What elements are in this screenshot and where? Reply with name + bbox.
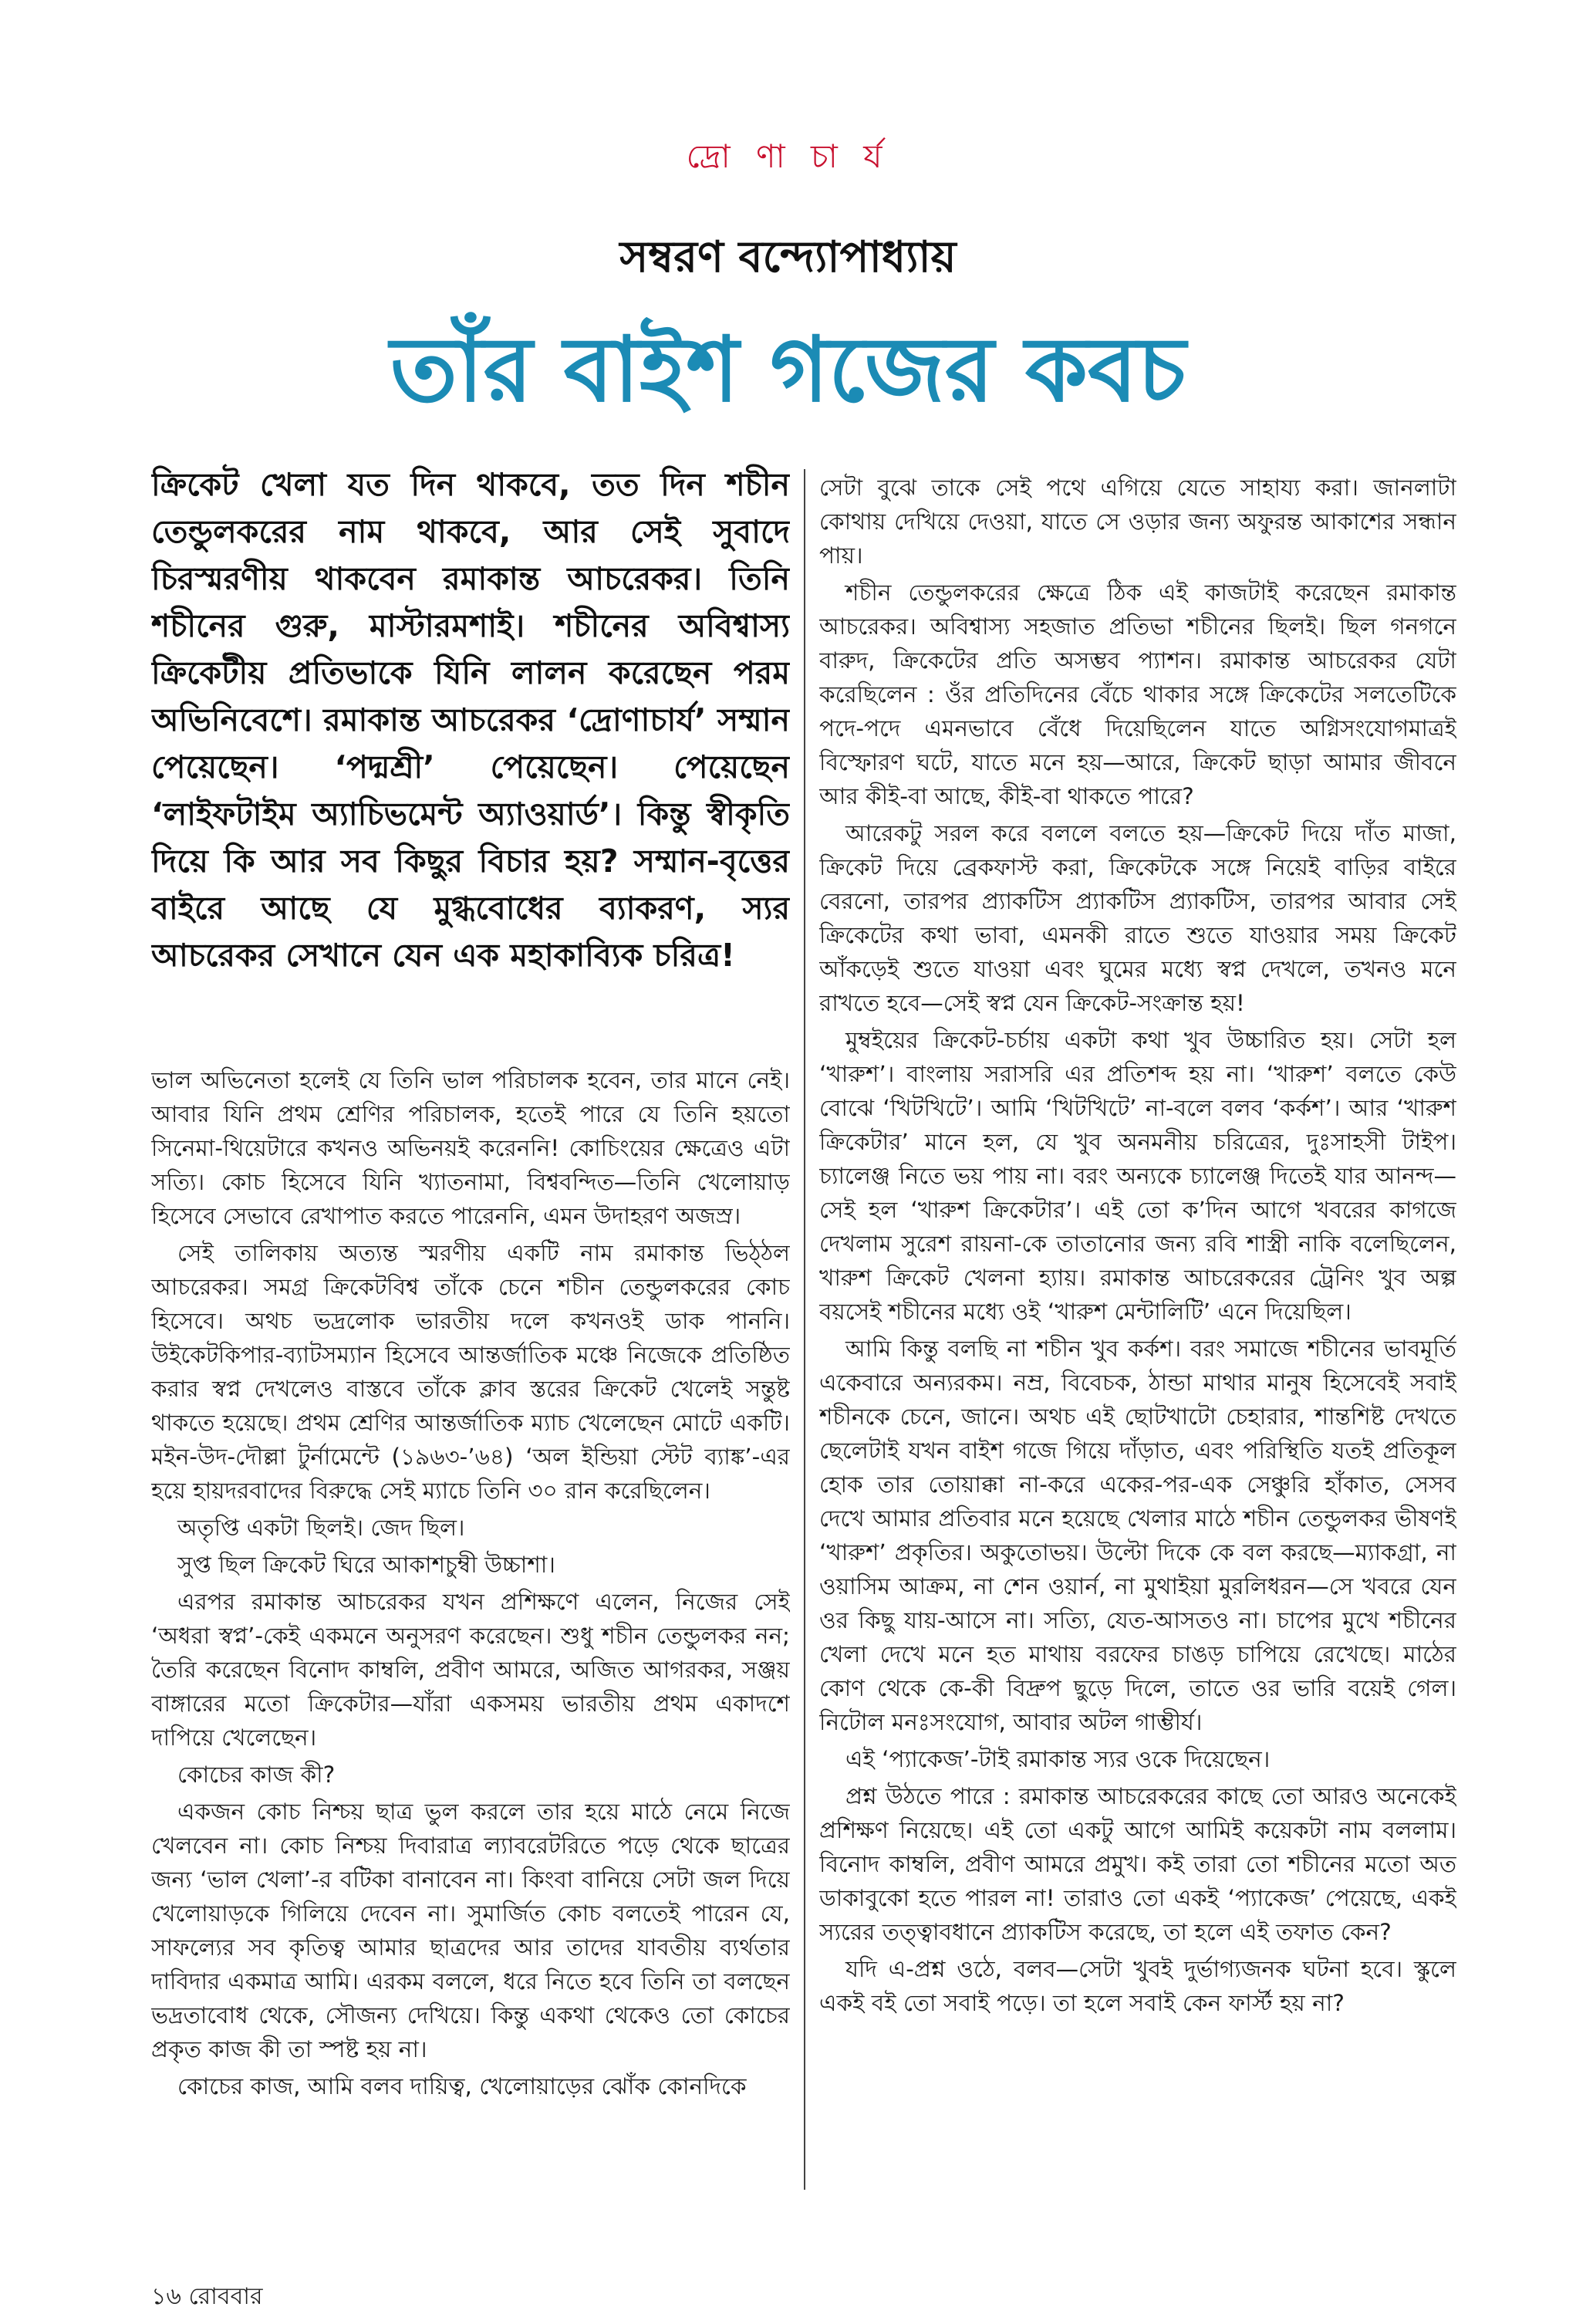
body-paragraph: এই ‘প্যাকেজ’-টাই রমাকান্ত স্যর ওকে দিয়েছেন।: [845, 1746, 1271, 1772]
body-paragraph: ভাল অভিনেতা হলেই যে তিনি ভাল পরিচালক হবেন, তার মানে নেই। আবার যিনি প্রথম শ্রেণির পরিচালক, হতেই পারে যে তিনি হয়তো সিনেমা-থিয়েটারে কখনও অভিনয়ই করেননি! কোচিংয়ের ক্ষেত্রেও এটা সত্যি। কোচ হিসেবে যিনি খ্যাতনামা, বিশ্ববন্দিত—তিনি খেলোয়াড় হিসেবে সেভাবে রেখাপাত করতে পারেননি, এমন উদাহরণ অজস্র।: [151, 1067, 790, 1229]
body-paragraph: আমি কিন্তু বলছি না শচীন খুব কর্কশ। বরং সমাজে শচীনের ভাবমূর্তি একেবারে অন্যরকম। নম্র, বিবেচক, ঠান্ডা মাথার মানুষ হিসেবেই সবাই শচীনকে চেনে, জানে। অথচ এই ছোটখাটো চেহারার, শান্তশিষ্ট দেখতে ছেলেটাই যখন বাইশ গজে গিয়ে দাঁড়াত, এবং পরিস্থিতি যতই প্রতিকূল হোক তার তোয়াক্কা না-করে একের-পর-এক সেঞ্চুরি হাঁকাত, সেসব দেখে আমার প্রতিবার মনে হয়েছে খেলার মাঠে শচীন তেন্ডুলকর ভীষণই ‘খারুশ’ প্রকৃতির। অকুতোভয়। উল্টো দিকে কে বল করছে—ম্যাকগ্রা, না ওয়াসিম আক্রম, না শেন ওয়ার্ন, না মুথাইয়া মুরলিধরন—সে খবরে যেন ওর কিছু যায়-আসে না। সত্যি, যেত-আসতও না। চাপের মুখে শচীনের খেলা দেখে মনে হত মাথায় বরফের চাঙড় চাপিয়ে রেখেছে। মাঠের কোণ থেকে কে-কী বিদ্রুপ ছুড়ে দিলে, তাতে ওর ভারি বয়েই গেল। নিটোল মনঃসংযোগ, আবার অটল গাম্ভীর্য।: [819, 1336, 1456, 1735]
body-paragraph: যদি এ-প্রশ্ন ওঠে, বলব—সেটা খুবই দুর্ভাগ্যজনক ঘটনা হবে। স্কুলে একই বই তো সবাই পড়ে। তা হলে সবাই কেন ফার্স্ট হয় না?: [819, 1956, 1456, 2016]
column-divider: [804, 469, 805, 2190]
body-paragraph: সেই তালিকায় অত্যন্ত স্মরণীয় একটি নাম রমাকান্ত ভিঠ্‌ঠল আচরেকর। সমগ্র ক্রিকেটবিশ্ব তাঁকে চেনে শচীন তেন্ডুলকরের কোচ হিসেবে। অথচ ভদ্রলোক ভারতীয় দলে কখনওই ডাক পাননি। উইকেটকিপার-ব্যাটসম্যান হিসেবে আন্তর্জাতিক মঞ্চে নিজেকে প্রতিষ্ঠিত করার স্বপ্ন দেখলেও বাস্তবে তাঁকে ক্লাব স্তরের ক্রিকেট খেলেই সন্তুষ্ট থাকতে হয়েছে। প্রথম শ্রেণির আন্তর্জাতিক ম্যাচ খেলেছেন মোটে একটি। মইন-উদ-দৌল্লা টুর্নামেন্টে (১৯৬৩-’৬৪) ‘অল ইন্ডিয়া স্টেট ব্যাঙ্ক’-এর হয়ে হায়দরবাদের বিরুদ্ধে সেই ম্যাচে তিনি ৩০ রান করেছিলেন।: [151, 1240, 790, 1504]
section-label: দ্রো ণা চা র্য: [686, 137, 890, 175]
left-body-column: [151, 1063, 790, 2182]
body-paragraph: মুম্বইয়ের ক্রিকেট-চর্চায় একটা কথা খুব উচ্চারিত হয়। সেটা হল ‘খারুশ’। বাংলায় সরাসরি এর প্রতিশব্দ হয় না। ‘খারুশ’ বলতে কেউ বোঝে ‘খিটখিটে’। আমি ‘খিটখিটে’ না-বলে বলব ‘কর্কশ’। আর ‘খারুশ ক্রিকেটার’ মানে হল, যে খুব অনমনীয় চরিত্রের, দুঃসাহসী টাইপ। চ্যালেঞ্জ নিতে ভয় পায় না। বরং অন্যকে চ্যালেঞ্জ দিতেই যার আনন্দ—সেই হল ‘খারুশ ক্রিকেটার’। এই তো ক’দিন আগে খবরের কাগজে দেখলাম সুরেশ রায়না-কে তাতানোর জন্য রবি শাস্ত্রী নাকি বলেছিলেন, খারুশ ক্রিকেট খেলনা হ্যায়। রমাকান্ত আচরেকরের ট্রেনিং খুব অল্প বয়সেই শচীনের মধ্যে ওই ‘খারুশ মেন্টালিটি’ এনে দিয়েছিল।: [819, 1027, 1456, 1325]
body-paragraph: আরেকটু সরল করে বললে বলতে হয়—ক্রিকেট দিয়ে দাঁত মাজা, ক্রিকেট দিয়ে ব্রেকফাস্ট করা, ক্রিকেটকে সঙ্গে নিয়েই বাড়ির বাইরে বেরনো, তারপর প্র্যাকটিস প্র্যাকটিস প্র্যাকটিস, তারপর আবার সেই ক্রিকেটের কথা ভাবা, এমনকী রাতে শুতে যাওয়ার সময় ক্রিকেট আঁকড়েই শুতে যাওয়া এবং ঘুমের মধ্যে স্বপ্ন দেখলে, তখনও মনে রাখতে হবে—সেই স্বপ্ন যেন ক্রিকেট-সংক্রান্ত হয়!: [819, 820, 1456, 1016]
right-body-column: [819, 471, 1456, 2180]
body-paragraph: একজন কোচ নিশ্চয় ছাত্র ভুল করলে তার হয়ে মাঠে নেমে নিজে খেলবেন না। কোচ নিশ্চয় দিবারাত্র ল্যাবরেটরিতে পড়ে থেকে ছাত্রের জন্য ‘ভাল খেলা’-র বটিকা বানাবেন না। কিংবা বানিয়ে সেটা জল দিয়ে খেলোয়াড়কে গিলিয়ে দেবেন না। সুমার্জিত কোচ বলতেই পারেন যে, সাফল্যের সব কৃতিত্ব আমার ছাত্রদের আর তাদের যাবতীয় ব্যর্থতার দাবিদার একমাত্র আমি। এরকম বললে, ধরে নিতে হবে তিনি তা বলছেন ভদ্রতাবোধ থেকে, সৌজন্য দেখিয়ে। কিন্তু একথা থেকেও তো কোচের প্রকৃত কাজ কী তা স্পষ্ট হয় না।: [151, 1799, 790, 2062]
article-headline: তাঁর বাইশ গজের কবচ: [390, 318, 1186, 422]
body-paragraph: কোচের কাজ, আমি বলব দায়িত্ব, খেলোয়াড়ের ঝোঁক কোনদিকে: [177, 2073, 747, 2099]
body-paragraph: প্রশ্ন উঠতে পারে : রমাকান্ত আচরেকরের কাছে তো আরও অনেকেই প্রশিক্ষণ নিয়েছে। এই তো একটু আগে আমিই কয়েকটা নাম বললাম। বিনোদ কাম্বলি, প্রবীণ আমরে প্রমুখ। কই তারা তো শচীনের মতো অত ডাকাবুকো হতে পারল না! তারাও তো একই ‘প্যাকেজ’ পেয়েছে, একই স্যরের তত্ত্বাবধানে প্র্যাকটিস করেছে, তা হলে এই তফাত কেন?: [819, 1783, 1456, 1945]
intro-paragraph: ক্রিকেট খেলা যত দিন থাকবে, তত দিন শচীন তেন্ডুলকরের নাম থাকবে, আর সেই সুবাদে চিরস্মরণীয় থাকবেন রমাকান্ত আচরেকর। তিনি শচীনের গুরু, মাস্টারমশাই। শচীনের অবিশ্বাস্য ক্রিকেটীয় প্রতিভাকে যিনি লালন করেছেন পরম অভিনিবেশে। রমাকান্ত আচরেকর ‘দ্রোণাচার্য’ সম্মান পেয়েছেন। ‘পদ্মশ্রী’ পেয়েছেন। পেয়েছেন ‘লাইফটাইম অ্যাচিভমেন্ট অ্যাওয়ার্ড’। কিন্তু স্বীকৃতি দিয়ে কি আর সব কিছুর বিচার হয়? সম্মান-বৃত্তের বাইরে আছে যে মুগ্ধবোধের ব্যাকরণ, স্যর আচরেকর সেখানে যেন এক মহাকাব্যিক চরিত্র!: [151, 466, 790, 974]
page-footer: ১৬ রোববার: [151, 2283, 263, 2310]
body-paragraph: অতৃপ্তি একটা ছিলই। জেদ ছিল।: [177, 1515, 465, 1541]
body-paragraph: সুপ্ত ছিল ক্রিকেট ঘিরে আকাশচুম্বী উচ্চাশা।: [177, 1552, 555, 1578]
body-paragraph: এরপর রমাকান্ত আচরেকর যখন প্রশিক্ষণে এলেন, নিজের সেই ‘অধরা স্বপ্ন’-কেই একমনে অনুসরণ করেছেন। শুধু শচীন তেন্ডুলকর নন; তৈরি করেছেন বিনোদ কাম্বলি, প্রবীণ আমরে, অজিত আগরকর, সঞ্জয় বাঙ্গারের মতো ক্রিকেটার—যাঁরা একসময় ভারতীয় প্রথম একাদশে দাপিয়ে খেলেছেন।: [151, 1589, 790, 1751]
body-paragraph: কোচের কাজ কী?: [177, 1762, 336, 1788]
author-byline: সম্বরণ বন্দ্যোপাধ্যায়: [619, 232, 957, 282]
intro-column: [151, 461, 790, 1036]
body-paragraph: সেটা বুঝে তাকে সেই পথে এগিয়ে যেতে সাহায্য করা। জানলাটা কোথায় দেখিয়ে দেওয়া, যাতে সে ওড়ার জন্য অফুরন্ত আকাশের সন্ধান পায়।: [819, 475, 1456, 569]
body-paragraph: শচীন তেন্ডুলকরের ক্ষেত্রে ঠিক এই কাজটাই করেছেন রমাকান্ত আচরেকর। অবিশ্বাস্য সহজাত প্রতিভা শচীনের ছিলই। ছিল গনগনে বারুদ, ক্রিকেটের প্রতি অসম্ভব প্যাশন। রমাকান্ত আচরেকর যেটা করেছিলেন : ওঁর প্রতিদিনের বেঁচে থাকার সঙ্গে ক্রিকেটের সলতেটিকে পদে-পদে এমনভাবে বেঁধে দিয়েছিলেন যাতে অগ্নিসংযোগমাত্রই বিস্ফোরণ ঘটে, যাতে মনে হয়—আরে, ক্রিকেট ছাড়া আমার জীবনে আর কীই-বা আছে, কীই-বা থাকতে পারে?: [819, 579, 1456, 809]
